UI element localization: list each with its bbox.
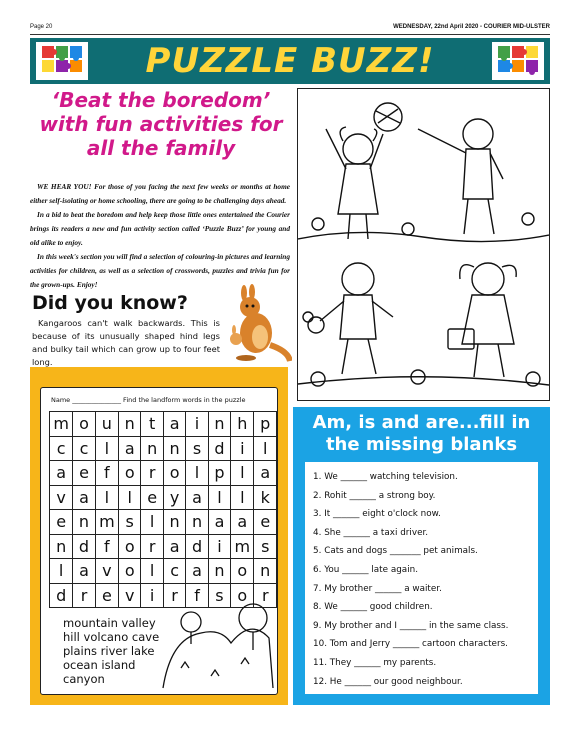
word-list-line: mountain valley xyxy=(63,616,156,630)
wordsearch-cell: s xyxy=(208,583,230,608)
headline-line: all the family xyxy=(86,136,236,160)
fill-blanks-list xyxy=(313,468,508,691)
wordsearch-cell: n xyxy=(208,412,230,437)
wordsearch-row xyxy=(50,461,277,486)
wordsearch-cell: n xyxy=(186,510,208,535)
wordsearch-cell: o xyxy=(231,559,254,584)
wordsearch-cell: v xyxy=(119,583,141,608)
wordsearch-cell: p xyxy=(254,412,277,437)
wordsearch-cell: a xyxy=(163,412,185,437)
wordsearch-cell: l xyxy=(186,461,208,486)
wordsearch-cell: e xyxy=(254,510,277,535)
did-you-know-text: Kangaroos can't walk backwards. This is because of its unusually shaped hind legs and bulky tail which can grow up to four feet long. xyxy=(32,318,220,367)
wordsearch-cell: o xyxy=(119,534,141,559)
fill-blanks-title xyxy=(293,412,550,456)
wordsearch-cell: r xyxy=(141,461,163,486)
wordsearch-cell: v xyxy=(50,485,73,510)
wordsearch-cell: h xyxy=(231,412,254,437)
word-list xyxy=(63,616,159,686)
fill-blank-item: 8. We ______ good children. xyxy=(313,602,433,613)
wordsearch-cell: r xyxy=(73,583,95,608)
page-number: Page 20 xyxy=(30,24,53,30)
wordsearch-row xyxy=(50,485,277,510)
fill-blank-item: 6. You ______ late again. xyxy=(313,564,419,575)
wordsearch-cell: m xyxy=(231,534,254,559)
wordsearch-cell: a xyxy=(73,485,95,510)
wordsearch-panel xyxy=(30,367,288,705)
article-body xyxy=(30,180,290,292)
wordsearch-cell: u xyxy=(95,412,118,437)
wordsearch-cell: a xyxy=(186,559,208,584)
wordsearch-cell: o xyxy=(231,583,254,608)
fill-blank-item: 7. My brother ______ a waiter. xyxy=(313,583,442,594)
fill-blank-item: 4. She ______ a taxi driver. xyxy=(313,527,429,538)
headline-line: with fun activities for xyxy=(39,112,283,136)
wordsearch-cell: n xyxy=(50,534,73,559)
wordsearch-cell: n xyxy=(119,412,141,437)
wordsearch-cell: r xyxy=(163,583,185,608)
wordsearch-row xyxy=(50,534,277,559)
wordsearch-cell: n xyxy=(254,559,277,584)
wordsearch-cell: f xyxy=(95,534,118,559)
word-list-line: ocean island xyxy=(63,658,136,672)
wordsearch-cell: e xyxy=(73,461,95,486)
wordsearch-cell: n xyxy=(163,510,185,535)
wordsearch-cell: s xyxy=(119,510,141,535)
wordsearch-cell: a xyxy=(208,510,230,535)
wordsearch-cell: l xyxy=(231,485,254,510)
wordsearch-cell: e xyxy=(95,583,118,608)
wordsearch-cell: r xyxy=(141,534,163,559)
wordsearch-cell: s xyxy=(186,436,208,461)
wordsearch-cell: m xyxy=(95,510,118,535)
fill-blanks-title-line: Am, is and are...fill in xyxy=(312,412,531,433)
wordsearch-cell: l xyxy=(254,436,277,461)
fill-blank-item: 1. We ______ watching television. xyxy=(313,472,458,482)
wordsearch-cell: d xyxy=(50,583,73,608)
wordsearch-cell: r xyxy=(254,583,277,608)
article-headline xyxy=(30,88,292,160)
wordsearch-cell: l xyxy=(119,485,141,510)
fill-blank-item: 2. Rohit ______ a strong boy. xyxy=(313,490,436,501)
wordsearch-cell: a xyxy=(186,485,208,510)
wordsearch-cell: v xyxy=(95,559,118,584)
wordsearch-row xyxy=(50,510,277,535)
wordsearch-cell: a xyxy=(50,461,73,486)
wordsearch-cell: f xyxy=(186,583,208,608)
wordsearch-cell: n xyxy=(73,510,95,535)
wordsearch-card xyxy=(40,387,278,695)
wordsearch-cell: l xyxy=(141,510,163,535)
wordsearch-cell: a xyxy=(231,510,254,535)
article-paragraph: In this week's section you will find a selection of colouring-in pictures and learning activities for children, as well as a selection of crosswords, puzzles and trivia fun for the grown-ups. Enjoy! xyxy=(30,252,290,289)
wordsearch-cell: d xyxy=(186,534,208,559)
wordsearch-cell: i xyxy=(186,412,208,437)
fill-blank-item: 11. They ______ my parents. xyxy=(313,657,437,668)
wordsearch-cell: k xyxy=(254,485,277,510)
fill-blank-item: 10. Tom and Jerry ______ cartoon characters. xyxy=(313,639,508,650)
wordsearch-cell: o xyxy=(163,461,185,486)
dateline: WEDNESDAY, 22nd April 2020 - COURIER MID-ULSTER xyxy=(393,24,550,30)
did-you-know-title: Did you know? xyxy=(32,292,188,314)
wordsearch-row xyxy=(50,436,277,461)
wordsearch-cell: o xyxy=(73,412,95,437)
wordsearch-row xyxy=(50,412,277,437)
wordsearch-cell: n xyxy=(163,436,185,461)
wordsearch-cell: l xyxy=(231,461,254,486)
wordsearch-cell: f xyxy=(95,461,118,486)
wordsearch-cell: d xyxy=(208,436,230,461)
kangaroo-icon xyxy=(222,283,292,363)
fill-blank-item: 3. It ______ eight o'clock now. xyxy=(313,509,441,520)
fill-blank-item: 9. My brother and I ______ in the same class. xyxy=(313,620,509,631)
wordsearch-cell: t xyxy=(141,412,163,437)
page-header xyxy=(30,24,550,34)
wordsearch-cell: m xyxy=(50,412,73,437)
wordsearch-cell: p xyxy=(208,461,230,486)
word-list-line: plains river lake xyxy=(63,644,155,658)
word-list-line: canyon xyxy=(63,672,105,686)
wordsearch-cell: c xyxy=(163,559,185,584)
wordsearch-cell: o xyxy=(119,559,141,584)
headline-line: ‘Beat the boredom’ xyxy=(51,88,271,112)
wordsearch-cell: l xyxy=(50,559,73,584)
wordsearch-cell: n xyxy=(141,436,163,461)
wordsearch-cell: a xyxy=(254,461,277,486)
article-paragraph: WE HEAR YOU! For those of you facing the next few weeks or months at home either self-isolating or home schooling, there are going to be challenging days ahead. xyxy=(30,182,290,205)
wordsearch-cell: l xyxy=(95,485,118,510)
wordsearch-cell: o xyxy=(119,461,141,486)
wordsearch-cell: s xyxy=(254,534,277,559)
wordsearch-cell: c xyxy=(50,436,73,461)
fill-blanks-panel xyxy=(293,407,550,705)
wordsearch-cell: c xyxy=(73,436,95,461)
banner-title: PUZZLE BUZZ! xyxy=(145,41,435,81)
fill-blank-item: 12. He ______ our good neighbour. xyxy=(313,676,463,687)
wordsearch-instruction: Name _______________ Find the landform words in the puzzle xyxy=(51,396,246,404)
hill-tree-icon xyxy=(161,598,275,690)
wordsearch-cell: l xyxy=(208,485,230,510)
coloring-picture xyxy=(297,88,550,401)
wordsearch-cell: a xyxy=(73,559,95,584)
wordsearch-cell: i xyxy=(231,436,254,461)
header-rule xyxy=(30,34,550,35)
wordsearch-cell: i xyxy=(208,534,230,559)
wordsearch-row xyxy=(50,559,277,584)
wordsearch-cell: l xyxy=(141,559,163,584)
article-paragraph: In a bid to beat the boredom and help keep those little ones entertained the Courier brings its readers a new and fun activity section called ‘Puzzle Buzz’ for young and old alike to enjoy. xyxy=(30,210,290,247)
wordsearch-cell: l xyxy=(95,436,118,461)
word-list-line: hill volcano cave xyxy=(63,630,160,644)
wordsearch-cell: i xyxy=(141,583,163,608)
banner xyxy=(30,38,550,84)
wordsearch-cell: e xyxy=(50,510,73,535)
fill-blanks-title-line: the missing blanks xyxy=(325,434,518,455)
fill-blank-item: 5. Cats and dogs _______ pet animals. xyxy=(313,546,478,557)
wordsearch-cell: n xyxy=(208,559,230,584)
wordsearch-cell: d xyxy=(73,534,95,559)
wordsearch-cell: y xyxy=(163,485,185,510)
wordsearch-grid xyxy=(49,411,277,608)
wordsearch-cell: a xyxy=(119,436,141,461)
wordsearch-cell: a xyxy=(163,534,185,559)
children-playing-coloring-icon xyxy=(298,89,549,400)
wordsearch-cell: e xyxy=(141,485,163,510)
fill-blanks-card xyxy=(305,462,538,694)
puzzle-pieces-icon xyxy=(492,42,544,80)
